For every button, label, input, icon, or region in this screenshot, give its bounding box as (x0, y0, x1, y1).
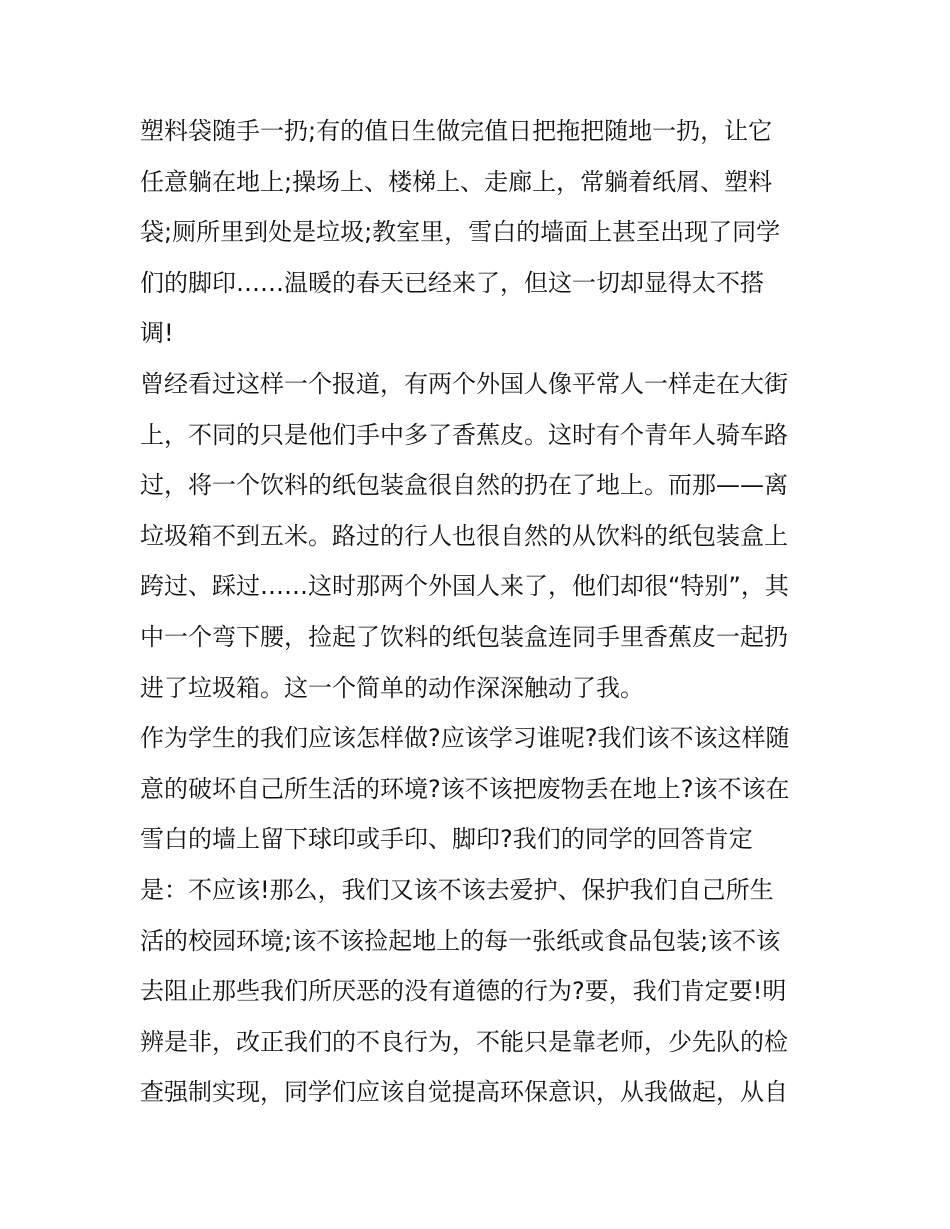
text-line: 垃圾箱不到五米。路过的行人也很自然的从饮料的纸包装盒上 (140, 521, 788, 550)
text-line: 进了垃圾箱。这一个简单的动作深深触动了我。 (140, 673, 644, 702)
text-line: 作为学生的我们应该怎样做?应该学习谁呢?我们该不该这样随 (140, 724, 790, 753)
text-line: 是：不应该!那么，我们又该不该去爱护、保护我们自己所生 (140, 875, 774, 904)
text-line: 跨过、踩过……这时那两个外国人来了，他们却很“特别”，其 (140, 572, 789, 601)
text-line: 塑料袋随手一扔;有的值日生做完值日把拖把随地一扔，让它 (140, 117, 773, 145)
text-line: 雪白的墙上留下球印或手印、脚印?我们的同学的回答肯定 (140, 825, 753, 854)
text-line: 任意躺在地上;操场上、楼梯上、走廊上，常躺着纸屑、塑料 (140, 167, 773, 196)
text-line: 过，将一个饮料的纸包装盒很自然的扔在了地上。而那——离 (140, 471, 788, 500)
text-line: 袋;厕所里到处是垃圾;教室里，雪白的墙面上甚至出现了同学 (140, 218, 781, 247)
text-line: 活的校园环境;该不该捡起地上的每一张纸或食品包装;该不该 (140, 926, 781, 955)
text-line: 调! (140, 319, 174, 348)
body-text (140, 106, 820, 1118)
text-line: 辨是非，改正我们的不良行为，不能只是靠老师，少先队的检 (140, 1027, 788, 1056)
text-line: 中一个弯下腰，捡起了饮料的纸包装盒连同手里香蕉皮一起扔 (140, 622, 788, 651)
text-line: 们的脚印……温暖的春天已经来了，但这一切却显得太不搭 (140, 268, 764, 297)
text-line: 查强制实现，同学们应该自觉提高环保意识，从我做起，从自 (140, 1078, 788, 1107)
text-line: 意的破坏自己所生活的环境?该不该把废物丢在地上?该不该在 (140, 774, 790, 803)
text-line: 上，不同的只是他们手中多了香蕉皮。这时有个青年人骑车路 (140, 420, 788, 449)
text-line: 曾经看过这样一个报道，有两个外国人像平常人一样走在大街 (140, 369, 788, 398)
text-line: 去阻止那些我们所厌恶的没有道德的行为?要，我们肯定要!明 (140, 977, 787, 1006)
